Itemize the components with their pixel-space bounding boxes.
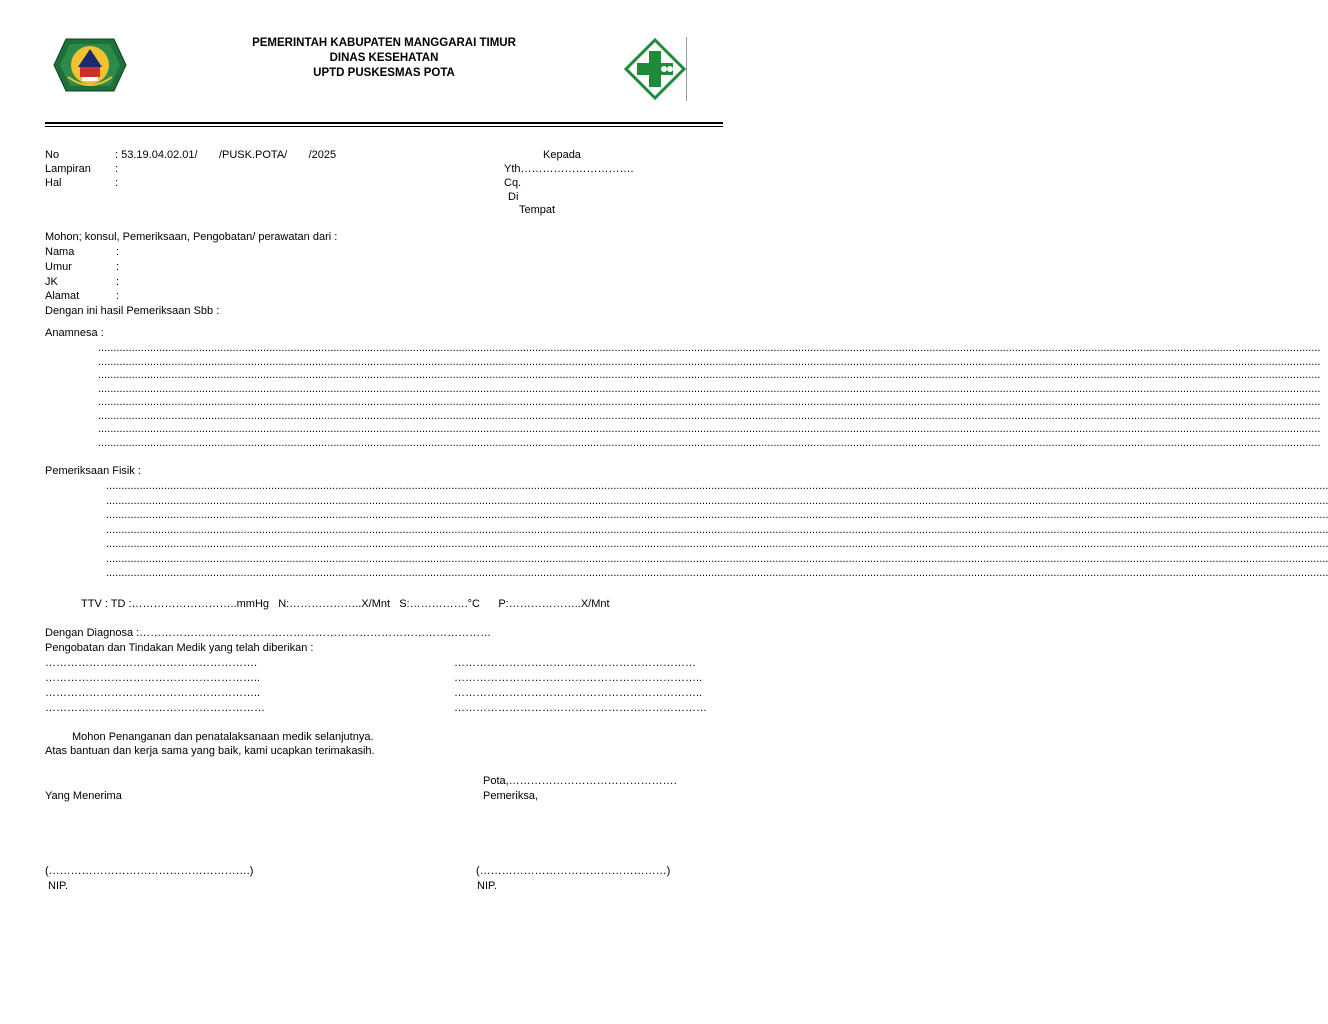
fill-in-dotted-line: ................................................................................................................................................................................................................................................................................................................................................................................................................: [98, 409, 1321, 422]
fill-in-dotted-line: ................................................................................................................................................................................................................................................................................................................................................................................................................: [106, 480, 1328, 492]
treatment-left-line: ……………………………………………………: [45, 702, 265, 714]
alamat-colon: :: [116, 290, 120, 302]
treatment-right-line: …………………………………………………………: [454, 657, 696, 669]
lampiran-value: :: [115, 163, 119, 175]
fisik-label: Pemeriksaan Fisik :: [45, 465, 141, 477]
anamnesa-label: Anamnesa :: [45, 327, 104, 339]
hal-value: :: [115, 177, 119, 189]
treatment-left-line: …………………………………………………..: [45, 672, 261, 684]
no-value: : 53.19.04.02.01/ /PUSK.POTA/ /2025: [115, 149, 337, 161]
fill-in-dotted-line: ................................................................................................................................................................................................................................................................................................................................................................................................................: [106, 538, 1328, 550]
alamat-label: Alamat: [45, 290, 80, 302]
header-rule-thick: [45, 122, 723, 124]
result-intro: Dengan ini hasil Pemeriksaan Sbb :: [45, 305, 220, 317]
fill-in-dotted-line: ................................................................................................................................................................................................................................................................................................................................................................................................................: [98, 369, 1321, 381]
cq-label: Cq.: [504, 177, 522, 189]
header-rule-thin: [45, 126, 723, 127]
treatment-right-line: ……………………………………………………………: [454, 702, 707, 714]
jk-colon: :: [116, 276, 120, 288]
treatment-left-line: …………………………………………………..: [45, 687, 261, 699]
no-label: No: [45, 149, 60, 161]
fill-in-dotted-line: ................................................................................................................................................................................................................................................................................................................................................................................................................: [98, 382, 1321, 395]
kepada-label: Kepada: [543, 149, 581, 161]
umur-label: Umur: [45, 261, 72, 273]
closing-line-1: Mohon Penanganan dan penatalaksanaan medik selanjutnya.: [72, 731, 374, 743]
jk-label: JK: [45, 276, 58, 288]
yth-label: Yth………………………….: [504, 163, 634, 175]
header-line-3: UPTD PUSKESMAS POTA: [313, 67, 455, 79]
ttv-line: TTV : TD :………………………..mmHg N:………………..X/Mnt S:…………….°C P:………………..X/Mnt: [81, 598, 610, 610]
fill-in-dotted-line: ................................................................................................................................................................................................................................................................................................................................................................................................................: [106, 567, 1328, 579]
examiner-label: Pemeriksa,: [483, 790, 539, 802]
tempat-label: Tempat: [519, 204, 556, 216]
request-intro: Mohon; konsul, Pemeriksaan, Pengobatan/ perawatan dari :: [45, 231, 338, 243]
fill-in-dotted-line: ................................................................................................................................................................................................................................................................................................................................................................................................................: [98, 396, 1321, 408]
diagnosa-line: Dengan Diagnosa :……………………………………………………………………………………: [45, 627, 492, 639]
treatment-left-line: ………………………………………………….: [45, 657, 258, 669]
lampiran-label: Lampiran: [45, 163, 91, 175]
nama-label: Nama: [45, 246, 75, 258]
examiner-nip: NIP.: [477, 880, 497, 892]
nama-colon: :: [116, 246, 120, 258]
treatment-right-line: …………………………………………………………..: [454, 687, 703, 699]
receiver-nip: NIP.: [48, 880, 68, 892]
fill-in-dotted-line: ................................................................................................................................................................................................................................................................................................................................................................................................................: [98, 436, 1321, 449]
fill-in-dotted-line: ................................................................................................................................................................................................................................................................................................................................................................................................................: [98, 355, 1321, 368]
di-label: Di: [508, 191, 519, 203]
closing-line-2: Atas bantuan dan kerja sama yang baik, kami ucapkan terimakasih.: [45, 745, 375, 757]
fill-in-dotted-line: ................................................................................................................................................................................................................................................................................................................................................................................................................: [98, 342, 1321, 354]
receiver-label: Yang Menerima: [45, 790, 122, 802]
examiner-name-line: (……………………………………………): [476, 865, 671, 877]
fill-in-dotted-line: ................................................................................................................................................................................................................................................................................................................................................................................................................: [98, 423, 1321, 435]
treatment-label: Pengobatan dan Tindakan Medik yang telah diberikan :: [45, 642, 314, 654]
receiver-name-line: (……………………………………………….): [45, 865, 254, 877]
header-line-2: DINAS KESEHATAN: [329, 52, 439, 64]
umur-colon: :: [116, 261, 120, 273]
fill-in-dotted-line: ................................................................................................................................................................................................................................................................................................................................................................................................................: [106, 509, 1328, 521]
place-date-line: Pota,……………………………………….: [483, 775, 677, 787]
header-line-1: PEMERINTAH KABUPATEN MANGGARAI TIMUR: [252, 37, 516, 49]
fill-in-dotted-line: ................................................................................................................................................................................................................................................................................................................................................................................................................: [106, 552, 1328, 565]
fill-in-dotted-line: ................................................................................................................................................................................................................................................................................................................................................................................................................: [106, 523, 1328, 536]
fill-in-dotted-line: ................................................................................................................................................................................................................................................................................................................................................................................................................: [106, 494, 1328, 507]
treatment-right-line: …………………………………………………………..: [454, 672, 703, 684]
hal-label: Hal: [45, 177, 62, 189]
